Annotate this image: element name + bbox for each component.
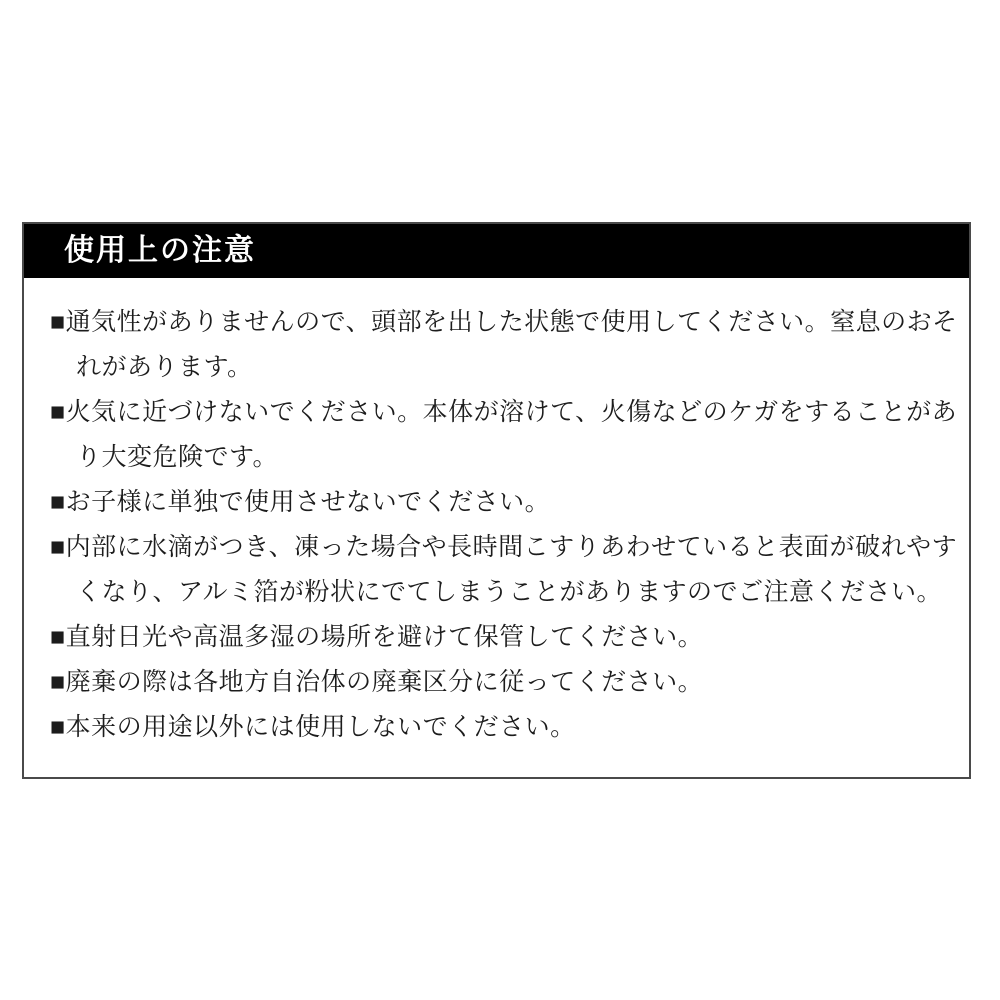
notice-title: 使用上の注意 [64, 234, 256, 267]
notice-line: ■内部に水滴がつき、凍った場合や長時間こすりあわせていると表面が破れやす [50, 533, 958, 561]
notice-line: ■本来の用途以外には使用しないでください。 [50, 713, 576, 741]
notice-line-continuation: り大変危険です。 [76, 443, 279, 471]
notice-line: ■通気性がありませんので、頭部を出した状態で使用してください。窒息のおそ [50, 308, 958, 336]
notice-header-bar [24, 224, 969, 278]
usage-notice-panel [22, 222, 971, 779]
notice-line: ■廃棄の際は各地方自治体の廃棄区分に従ってください。 [50, 668, 704, 696]
notice-line: ■火気に近づけないでください。本体が溶けて、火傷などのケガをすることがあ [50, 398, 958, 426]
notice-line: ■直射日光や高温多湿の場所を避けて保管してください。 [50, 623, 704, 651]
notice-line-continuation: くなり、アルミ箔が粉状にでてしまうことがありますのでご注意ください。 [76, 578, 943, 606]
notice-line-continuation: れがあります。 [76, 353, 253, 381]
notice-body [24, 278, 969, 750]
notice-line: ■お子様に単独で使用させないでください。 [50, 488, 551, 516]
